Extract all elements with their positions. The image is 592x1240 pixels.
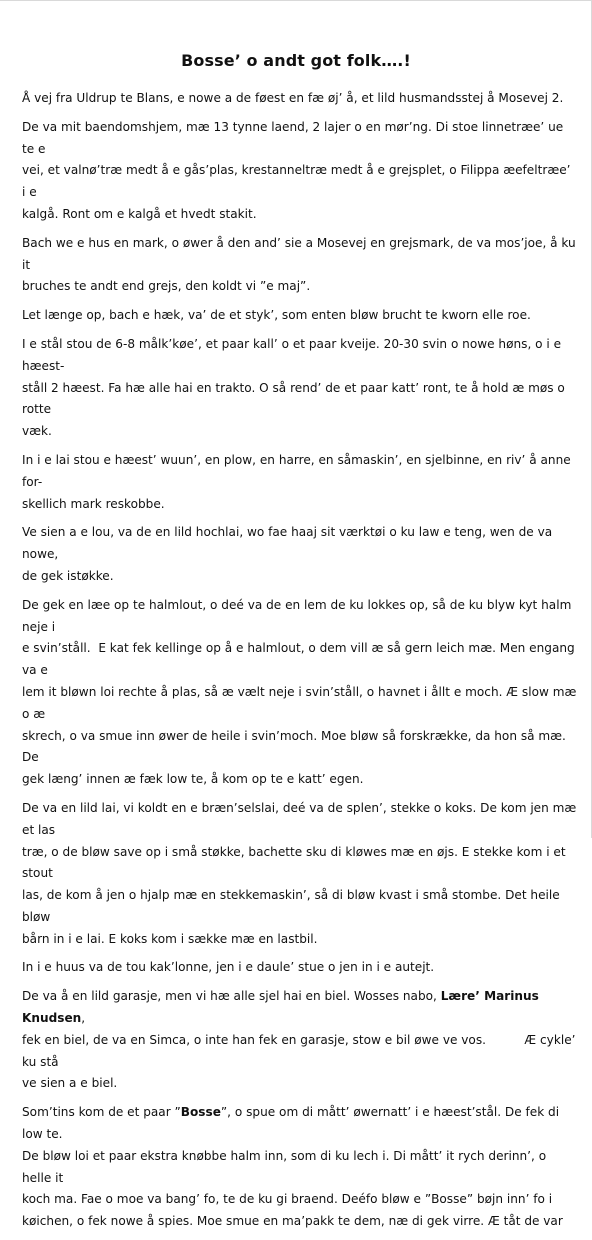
paragraph-text: De va mit baendomshjem, mæ 13 tynne laend, 2 lajer o en mør’ng. Di stoe linnetræe’ ue te e vei, et valnø’træ medt å e gås’plas, krestanneltræ medt å e grejsplet, o Filippa æefeltræe’ i e kalgå. Ront om e kalgå et hvedt stakit. <box>22 119 571 221</box>
paragraph-6 <box>22 450 577 515</box>
paragraph-text: Å vej fra Uldrup te Blans, e nowe a de føest en fæ øj’ å, et lild husmandsstej å Mosevej 2. <box>22 91 564 105</box>
document-body <box>22 88 577 1240</box>
paragraph-5 <box>22 334 577 443</box>
paragraph-text: De va en lild lai, vi koldt en e bræn’selslai, deé va de splen’, stekke o koks. De kom jen mæ et las træ, o de bløw save op i små støkke, bachette sku di kløwes mæ en øjs. E stekke kom i et stout las, de kom å jen o hjalp mæ en stekkemaskin’, så di bløw kvast i små stombe. Det heile bløw bårn in i e lai. E koks kom i sække mæ en lastbil. <box>22 800 577 946</box>
paragraph-3 <box>22 233 577 298</box>
paragraph-8 <box>22 595 577 791</box>
paragraph-text: Let længe op, bach e hæk, va’ de et styk’, som enten bløw brucht te kworn elle roe. <box>22 308 531 323</box>
document-title: Bosse’ o andt got folk….! <box>181 51 411 70</box>
bold-text: Lære’ Marinus Knudsen <box>22 989 544 1026</box>
bold-text: Bosse <box>180 1105 221 1120</box>
paragraph-9 <box>22 798 577 951</box>
paragraph-text: ”, o spue om di mått’ øwernatt’ i e hæest’stål. De fek di low te. De bløw loi et paar ekstra knøbbe halm inn, som di ku lech i. Di mått’ it rych derinn’, o helle it koch ma. Fae o moe va bang’ fo, te de ku gi braend. Deéfo bløw e ”Bosse” bøjn inn’ fo i køichen, o fek nowe å spies. Moe smue en ma’pakk te dem, næ di gek virre. Æ tåt de var <box>22 1105 563 1229</box>
paragraph-4 <box>22 305 577 327</box>
paragraph-10 <box>22 957 577 979</box>
paragraph-text: Bach we e hus en mark, o øwer å den and’ sie a Mosevej en grejsmark, de va mos’joe, å ku it bruches te andt end grejs, den koldt vi ”e maj”. <box>22 235 576 294</box>
paragraph-2 <box>22 117 577 226</box>
paragraph-text: In i e lai stou e hæest’ wuun’, en plow, en harre, en såmaskin’, en sjelbinne, en riv’ å anne for- skellich mark reskobbe. <box>22 452 571 511</box>
paragraph-text: De va å en lild garasje, men vi hæ alle sjel hai en biel. Wosses nabo, <box>22 989 441 1004</box>
paragraph-1 <box>22 88 577 110</box>
paragraph-text: Ve sien a e lou, va de en lild hochlai, wo fae haaj sit værktøi o ku law e teng, wen de va nowe, de gek istøkke. <box>22 525 553 583</box>
paragraph-text: In i e huus va de tou kak’lonne, jen i e daule’ stue o jen in i e autejt. <box>22 960 435 975</box>
paragraph-7 <box>22 522 577 587</box>
paragraph-11 <box>22 986 577 1095</box>
paragraph-12 <box>22 1102 577 1233</box>
paragraph-text: De gek en læe op te halmlout, o deé va de en lem de ku lokkes op, så de ku blyw kyt halm neje i e svin’ståll. E kat fek kellinge op å e halmlout, o dem vill æ så gern leich mæ. Men engang va e lem it bløwn loi rechte å plas, så æ vælt neje i svin’ståll, o havnet i ållt e moch. Æ slow mæ o æ skrech, o va smue inn øwer de heile i svin’moch. Moe bløw så forskrække, da hon så mæ. De gek læng’ innen æ fæk low te, å kom op te e katt’ egen. <box>22 597 577 787</box>
paragraph-text: Som’tins kom de et paar ” <box>22 1105 181 1120</box>
paragraph-text: , fek en biel, de va en Simca, o inte han fek en garasje, stow e bil øwe ve vos. Æ cykle’ ku stå ve sien a e biel. <box>22 1011 576 1091</box>
paragraph-text: I e stål stou de 6-8 målk’køe’, et paar kall’ o et paar kveije. 20-30 svin o nowe høns, o i e hæest- ståll 2 hæest. Fa hæ alle hai en trakto. O så rend’ de et paar katt’ ront, te å hold æ møs o rotte væk. <box>22 336 565 439</box>
